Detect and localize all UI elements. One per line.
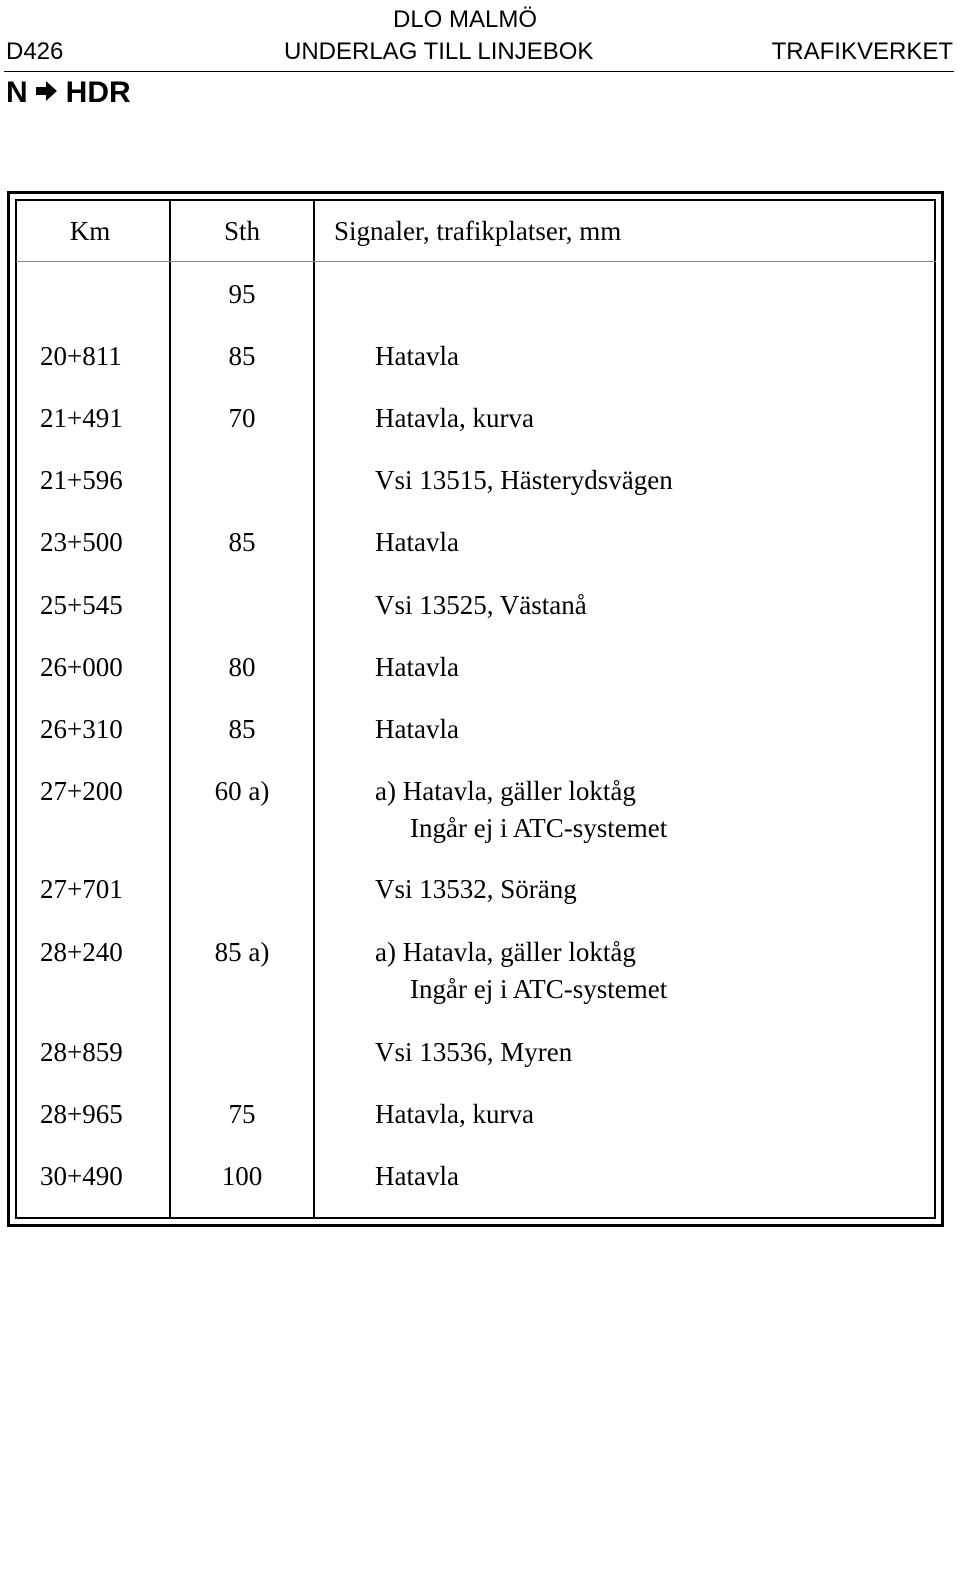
header-divider xyxy=(4,71,954,72)
column-header-km: Km xyxy=(69,216,111,246)
row-signal-text: a) Hatavla, gäller loktåg xyxy=(375,776,636,806)
agency-label: TRAFIKVERKET xyxy=(771,38,953,65)
row-km: 28+965 xyxy=(40,1099,123,1129)
document-title: UNDERLAG TILL LINJEBOK xyxy=(284,38,594,65)
row-km: 27+701 xyxy=(40,874,123,904)
row-signal-note: Ingår ej i ATC-systemet xyxy=(410,813,668,843)
row-km: 28+240 xyxy=(40,937,123,967)
route-to: HDR xyxy=(65,76,131,109)
row-signal-text: Vsi 13536, Myren xyxy=(375,1037,573,1067)
row-sth: 75 xyxy=(228,1099,256,1129)
row-signal-text: Hatavla xyxy=(375,652,459,682)
row-sth: 85 xyxy=(228,714,256,744)
row-signal-text: Vsi 13525, Västanå xyxy=(375,590,587,620)
row-sth: 60 a) xyxy=(214,776,270,806)
row-km: 21+596 xyxy=(40,465,123,495)
row-km: 27+200 xyxy=(40,776,123,806)
row-km: 26+310 xyxy=(40,714,123,744)
row-signal-text: Vsi 13532, Söräng xyxy=(375,874,577,904)
row-sth: 85 a) xyxy=(214,937,270,967)
row-signal-text: Hatavla, kurva xyxy=(375,403,534,433)
row-km: 28+859 xyxy=(40,1037,123,1067)
row-signal-text: Vsi 13515, Hästerydsvägen xyxy=(375,465,673,495)
row-km: 21+491 xyxy=(40,403,123,433)
row-sth: 70 xyxy=(228,403,256,433)
header-row-divider xyxy=(16,261,936,262)
row-km: 30+490 xyxy=(40,1161,123,1191)
row-signal-text: a) Hatavla, gäller loktåg xyxy=(375,937,636,967)
row-sth: 100 xyxy=(221,1161,263,1191)
column-header-signals: Signaler, trafikplatser, mm xyxy=(334,216,622,246)
row-km: 23+500 xyxy=(40,527,123,557)
route-from: N xyxy=(6,76,28,109)
row-km: 20+811 xyxy=(40,341,122,371)
row-km: 25+545 xyxy=(40,590,123,620)
column-header-sth: Sth xyxy=(223,216,261,246)
row-sth: 80 xyxy=(228,652,256,682)
row-signal-text: Hatavla xyxy=(375,1161,459,1191)
table-frame xyxy=(7,191,944,1227)
row-sth: 85 xyxy=(228,527,256,557)
bold-arrow-right-icon xyxy=(34,79,58,107)
document-id: D426 xyxy=(6,38,64,65)
row-signal-note: Ingår ej i ATC-systemet xyxy=(410,974,668,1004)
organization-label: DLO MALMÖ xyxy=(393,6,538,33)
row-signal-text: Hatavla xyxy=(375,527,459,557)
row-signal-text: Hatavla xyxy=(375,714,459,744)
row-km: 26+000 xyxy=(40,652,123,682)
row-signal-text: Hatavla xyxy=(375,341,459,371)
row-signal-text: Hatavla, kurva xyxy=(375,1099,534,1129)
row-sth: 85 xyxy=(228,341,256,371)
row-sth: 95 xyxy=(228,279,256,309)
route-heading xyxy=(6,78,131,108)
